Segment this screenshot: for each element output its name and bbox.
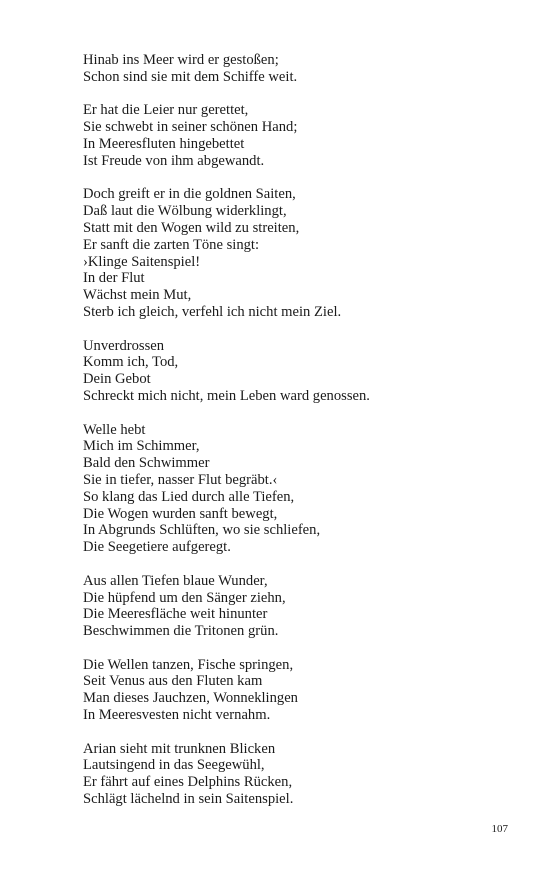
stanza-8 (83, 741, 503, 808)
verse-line: Wächst mein Mut, (83, 287, 192, 304)
verse-line: Lautsingend in das Seegewühl, (83, 757, 265, 774)
stanza-2 (83, 102, 503, 169)
stanza-3 (83, 186, 503, 320)
verse-line: Doch greift er in die goldnen Saiten, (83, 186, 296, 203)
verse-line: Die hüpfend um den Sänger ziehn, (83, 589, 286, 606)
verse-line: Schon sind sie mit dem Schiffe weit. (83, 68, 298, 85)
verse-line: Ist Freude von ihm abgewandt. (83, 152, 265, 169)
verse-line: Sterb ich gleich, verfehl ich nicht mein Ziel. (83, 303, 342, 320)
verse-line: Schreckt mich nicht, mein Leben ward genossen. (83, 387, 370, 404)
verse-line: Aus allen Tiefen blaue Wunder, (83, 572, 268, 589)
stanza-7 (83, 657, 503, 724)
verse-line: In Abgrunds Schlüften, wo sie schliefen, (83, 522, 321, 539)
verse-line: Bald den Schwimmer (83, 455, 210, 472)
verse-line: In Meeresfluten hingebettet (83, 135, 245, 152)
verse-line: Man dieses Jauchzen, Wonneklingen (83, 690, 298, 707)
verse-line: Die Wogen wurden sanft bewegt, (83, 505, 278, 522)
verse-line: So klang das Lied durch alle Tiefen, (83, 488, 295, 505)
verse-line: Welle hebt (83, 421, 146, 438)
verse-line: Er fährt auf eines Delphins Rücken, (83, 774, 293, 791)
stanza-6 (83, 573, 503, 640)
verse-line: In Meeresvesten nicht vernahm. (83, 707, 271, 724)
stanza-1 (83, 52, 503, 86)
verse-line: Statt mit den Wogen wild zu streiten, (83, 219, 300, 236)
stanza-5 (83, 422, 503, 556)
verse-line: Beschwimmen die Tritonen grün. (83, 623, 279, 640)
verse-line: Komm ich, Tod, (83, 354, 179, 371)
verse-line: Sie schwebt in seiner schönen Hand; (83, 119, 298, 136)
verse-line: Er hat die Leier nur gerettet, (83, 102, 249, 119)
poem-text (83, 52, 503, 825)
verse-line: Daß laut die Wölbung widerklingt, (83, 203, 287, 220)
verse-line: Arian sieht mit trunknen Blicken (83, 740, 276, 757)
verse-line: In der Flut (83, 270, 145, 287)
verse-line: Schlägt lächelnd in sein Saitenspiel. (83, 791, 294, 808)
verse-line: Hinab ins Meer wird er gestoßen; (83, 52, 279, 68)
verse-line: Dein Gebot (83, 371, 151, 388)
page-number: 107 (491, 823, 508, 835)
verse-line: Seit Venus aus den Fluten kam (83, 673, 263, 690)
verse-line: Mich im Schimmer, (83, 438, 200, 455)
verse-line: Sie in tiefer, nasser Flut begräbt.‹ (83, 471, 278, 488)
verse-line: Die Seegetiere aufgeregt. (83, 539, 231, 556)
stanza-4 (83, 338, 503, 405)
verse-line: Unverdrossen (83, 337, 165, 354)
verse-line: ›Klinge Saitenspiel! (83, 253, 201, 270)
verse-line: Die Meeresfläche weit hinunter (83, 606, 268, 623)
verse-line: Er sanft die zarten Töne singt: (83, 236, 260, 253)
verse-line: Die Wellen tanzen, Fische springen, (83, 656, 294, 673)
